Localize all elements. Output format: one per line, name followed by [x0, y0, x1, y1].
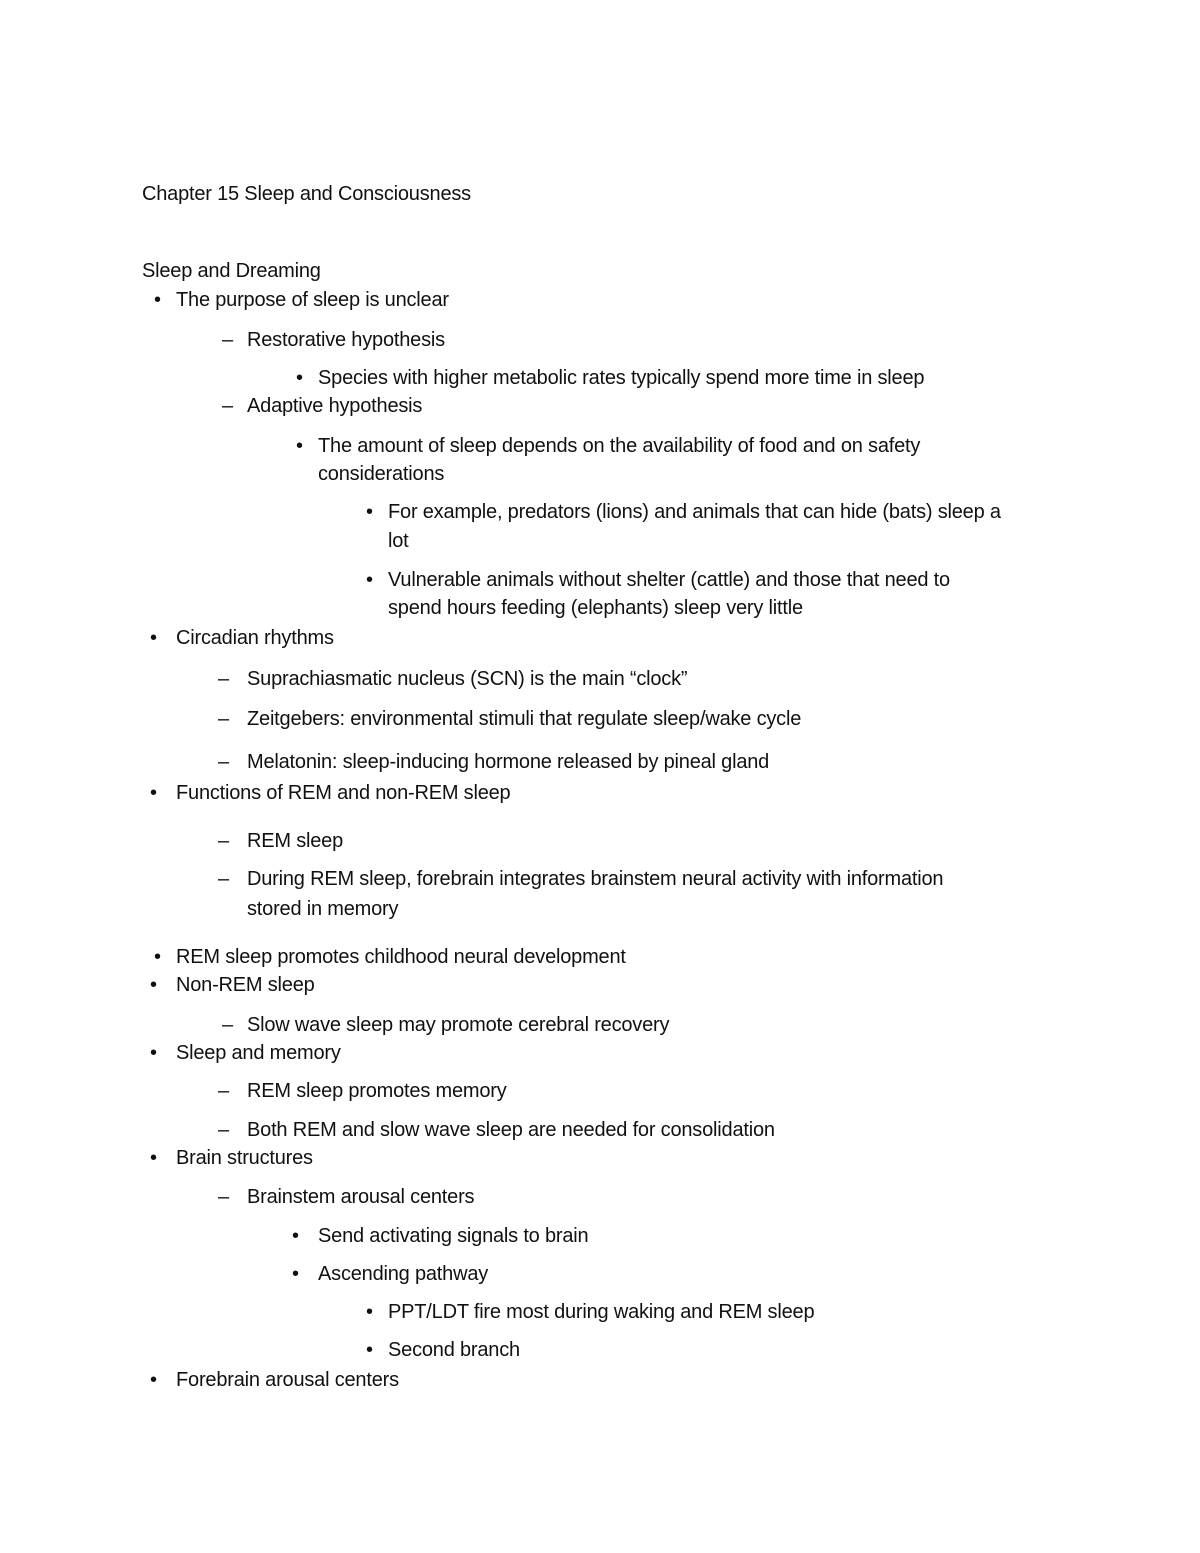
bullet-marker: •	[150, 1042, 158, 1064]
dash-marker: –	[218, 708, 230, 730]
section-heading: Sleep and Dreaming	[142, 260, 321, 282]
dash-marker: –	[218, 868, 230, 890]
dash-marker: –	[218, 1080, 230, 1102]
list-item-continuation: considerations	[318, 463, 445, 485]
list-item: Forebrain arousal centers	[176, 1369, 399, 1391]
list-item: Sleep and memory	[176, 1042, 341, 1064]
list-item: Species with higher metabolic rates typically spend more time in sleep	[318, 367, 925, 389]
bullet-marker: •	[366, 1339, 374, 1361]
dash-marker: –	[218, 1186, 230, 1208]
list-item: Brain structures	[176, 1147, 313, 1169]
list-item-continuation: spend hours feeding (elephants) sleep very little	[388, 597, 803, 619]
list-item: Both REM and slow wave sleep are needed for consolidation	[247, 1119, 775, 1141]
bullet-marker: •	[366, 569, 374, 591]
bullet-marker: •	[154, 946, 162, 968]
bullet-marker: •	[292, 1263, 300, 1285]
list-item-continuation: stored in memory	[247, 898, 399, 920]
bullet-marker: •	[150, 1147, 158, 1169]
list-item: Vulnerable animals without shelter (cattle) and those that need to	[388, 569, 950, 591]
dash-marker: –	[218, 668, 230, 690]
list-item: REM sleep promotes memory	[247, 1080, 507, 1102]
list-item: Non-REM sleep	[176, 974, 315, 996]
list-item: Adaptive hypothesis	[247, 395, 423, 417]
bullet-marker: •	[296, 435, 304, 457]
bullet-marker: •	[296, 367, 304, 389]
bullet-marker: •	[154, 289, 162, 311]
bullet-marker: •	[150, 627, 158, 649]
dash-marker: –	[218, 830, 230, 852]
list-item: Zeitgebers: environmental stimuli that regulate sleep/wake cycle	[247, 708, 802, 730]
bullet-marker: •	[292, 1225, 300, 1247]
dash-marker: –	[222, 395, 234, 417]
list-item: The amount of sleep depends on the availability of food and on safety	[318, 435, 921, 457]
list-item: Brainstem arousal centers	[247, 1186, 475, 1208]
bullet-marker: •	[366, 1301, 374, 1323]
list-item: Restorative hypothesis	[247, 329, 445, 351]
list-item: Suprachiasmatic nucleus (SCN) is the main “clock”	[247, 668, 688, 690]
bullet-marker: •	[150, 1369, 158, 1391]
bullet-marker: •	[366, 501, 374, 523]
list-item: Ascending pathway	[318, 1263, 489, 1285]
list-item-continuation: lot	[388, 530, 409, 552]
list-item: During REM sleep, forebrain integrates brainstem neural activity with information	[247, 868, 944, 890]
list-item: For example, predators (lions) and animals that can hide (bats) sleep a	[388, 501, 1001, 523]
list-item: Send activating signals to brain	[318, 1225, 589, 1247]
dash-marker: –	[218, 1119, 230, 1141]
bullet-marker: •	[150, 974, 158, 996]
list-item: REM sleep promotes childhood neural development	[176, 946, 626, 968]
document-title: Chapter 15 Sleep and Consciousness	[142, 183, 471, 205]
list-item: Slow wave sleep may promote cerebral recovery	[247, 1014, 670, 1036]
dash-marker: –	[218, 751, 230, 773]
list-item: Functions of REM and non-REM sleep	[176, 782, 511, 804]
list-item: Melatonin: sleep-inducing hormone released by pineal gland	[247, 751, 770, 773]
dash-marker: –	[222, 1014, 234, 1036]
dash-marker: –	[222, 329, 234, 351]
bullet-marker: •	[150, 782, 158, 804]
list-item: Second branch	[388, 1339, 520, 1361]
list-item: REM sleep	[247, 830, 344, 852]
list-item: PPT/LDT fire most during waking and REM sleep	[388, 1301, 815, 1323]
list-item: The purpose of sleep is unclear	[176, 289, 449, 311]
list-item: Circadian rhythms	[176, 627, 334, 649]
